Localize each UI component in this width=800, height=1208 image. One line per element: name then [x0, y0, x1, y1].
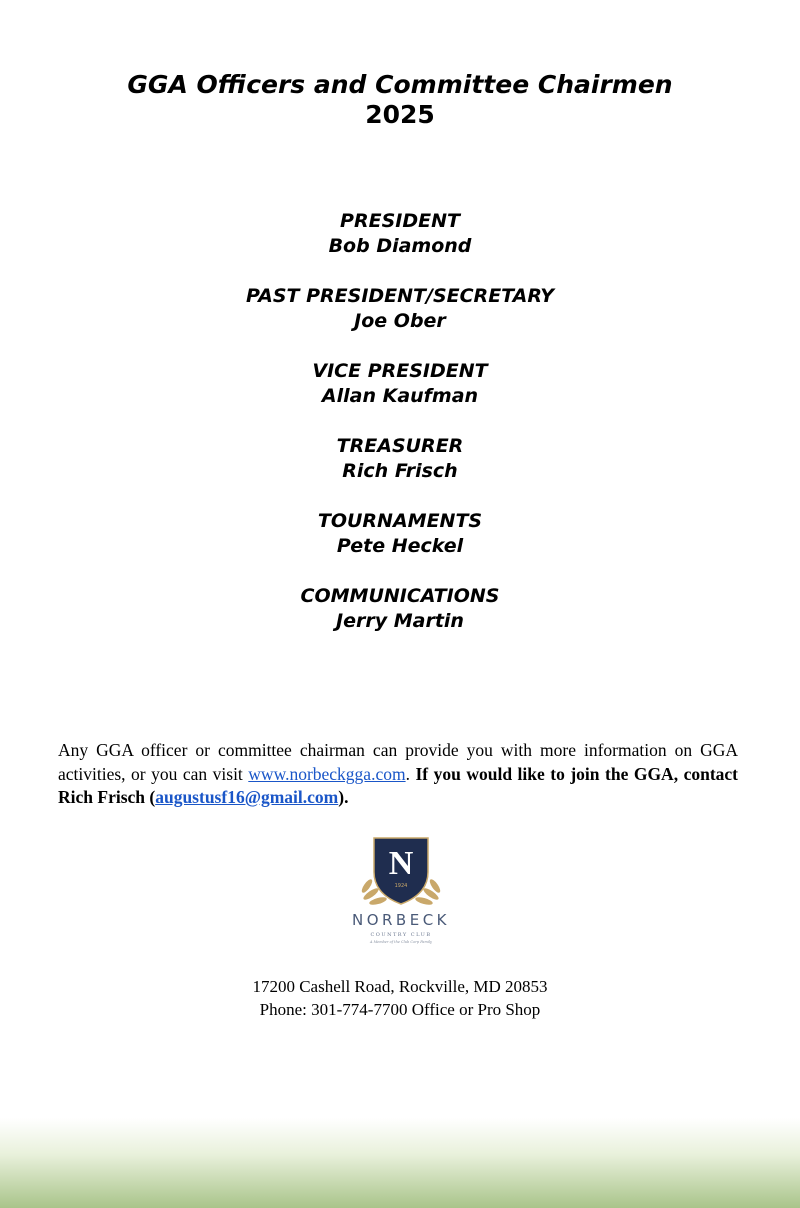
address-line: 17200 Cashell Road, Rockville, MD 20853 [252, 977, 548, 996]
logo-letter: N [388, 845, 414, 882]
officer-name: Pete Heckel [336, 535, 464, 557]
page-title [0, 70, 800, 130]
logo-subtitle: COUNTRY CLUB [370, 932, 432, 938]
officer-communications [0, 584, 800, 659]
website-link[interactable]: www.norbeckgga.com [248, 763, 406, 784]
join-text: If you would like to join the GGA, contact Rich Frisch ( [58, 763, 738, 807]
email-link[interactable]: augustusf16@gmail.com [155, 787, 339, 807]
officer-role: TOURNAMENTS [317, 510, 483, 532]
officer-tournaments [0, 509, 800, 584]
contact-block [0, 975, 800, 1021]
info-text-separator: . [405, 763, 416, 784]
logo-name: NORBECK [351, 911, 451, 929]
norbeck-logo [326, 832, 476, 947]
officer-treasurer [0, 434, 800, 509]
officer-role: PAST PRESIDENT/SECRETARY [245, 285, 555, 307]
info-text: Any GGA officer or committee chairman can provide you with more information on GGA activities, or you can visit [58, 740, 738, 784]
title-text: GGA Officers and Committee Chairmen [127, 70, 673, 99]
officer-role: TREASURER [336, 435, 464, 457]
title-year: 2025 [365, 100, 435, 129]
officer-role: PRESIDENT [340, 210, 460, 232]
officer-name: Joe Ober [354, 310, 446, 332]
logo-tagline: A Member of the Club Corp Family [369, 940, 433, 944]
officer-name: Jerry Martin [336, 610, 464, 632]
officer-vice-president [0, 359, 800, 434]
officer-list [0, 209, 800, 659]
officer-name: Rich Frisch [342, 460, 458, 482]
logo-est: 1924 [394, 883, 408, 889]
phone-line: Phone: 301-774-7700 Office or Pro Shop [259, 1000, 541, 1019]
info-paragraph [58, 739, 738, 810]
join-text-end: ). [338, 787, 349, 807]
officer-name: Bob Diamond [328, 235, 472, 257]
officer-role: VICE PRESIDENT [312, 360, 488, 382]
footer-gradient [0, 1118, 800, 1208]
officer-name: Allan Kaufman [321, 385, 479, 407]
officer-president [0, 209, 800, 284]
officer-past-president-secretary [0, 284, 800, 359]
officer-role: COMMUNICATIONS [300, 585, 500, 607]
